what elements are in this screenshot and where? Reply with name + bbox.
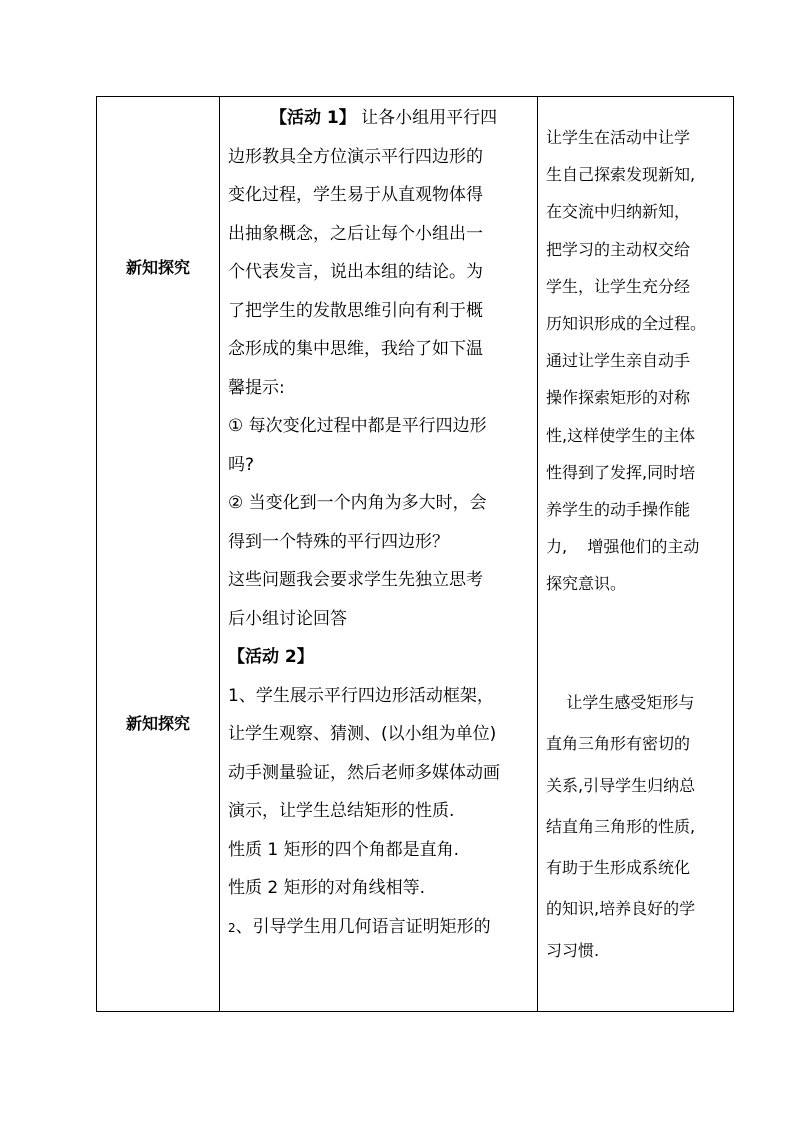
list-number: 2	[228, 920, 236, 935]
activity-line	[228, 446, 526, 485]
design-intent-line: 有助于生形成系统化	[546, 858, 691, 878]
activity-line-text: 得到一个特殊的平行四边形？	[228, 531, 449, 552]
activity-line	[228, 369, 526, 408]
activity-line-text: 1、学生展示平行四边形活动框架，	[228, 685, 494, 706]
activity-line	[228, 330, 526, 369]
column-divider-2	[537, 97, 538, 1011]
activity-line-text: 了把学生的发散思维引向有利于概	[228, 300, 483, 321]
activity-line	[228, 176, 526, 215]
design-intent-line: 操作探索矩形的对称	[546, 388, 691, 408]
design-intent-line: 通过让学生亲自动手	[546, 351, 691, 371]
activity-line-text: 演示，让学生总结矩形的性质.	[228, 801, 455, 821]
activity-line-text: 后小组讨论回答	[228, 608, 347, 629]
activity-line-text: 动手测量验证，然后老师多媒体动画	[228, 762, 500, 783]
design-intent-line: 把学习的主动权交给	[546, 239, 691, 259]
activity-line-text: 吗?	[228, 454, 255, 475]
design-intent-bottom	[546, 682, 732, 971]
design-intent-line: 在交流中归纳新知，	[546, 202, 691, 222]
design-intent-line: 探究意识。	[546, 574, 627, 594]
activity-line	[228, 792, 526, 831]
activity-line-text: ② 当变化到一个内角为多大时，会	[228, 493, 487, 513]
activity-line-text: 念形成的集中思维，我给了如下温	[228, 339, 483, 359]
activity-line-text: 性质 1 矩形的四个角都是直角.	[228, 839, 460, 860]
activity-heading: 【活动 1】	[270, 108, 356, 128]
section-label-top: 新知探究	[125, 258, 190, 277]
design-intent-line: 的知识,培养良好的学	[546, 899, 696, 919]
design-intent-line: 性,这样使学生的主体	[546, 425, 696, 445]
activity-line-text: 性质 2 矩形的对角线相等.	[228, 878, 426, 898]
activity-line	[228, 407, 526, 446]
design-intent-line: 学生，让学生充分经	[546, 276, 691, 296]
activity-line	[228, 908, 526, 948]
design-intent-top	[546, 119, 732, 603]
activity-line-text: 让各小组用平行四	[355, 108, 498, 128]
activity-line	[228, 600, 526, 639]
activity-line	[228, 292, 526, 331]
design-intent-line: 力, 增强他们的主动	[546, 537, 700, 557]
design-intent-line: 关系,引导学生归纳总	[546, 775, 696, 795]
activity-heading: 【活动 2】	[228, 647, 314, 667]
activity-line-text: 出抽象概念，之后让每个小组出一	[228, 223, 483, 244]
activity-line	[228, 715, 526, 754]
activity-line-text: 、引导学生用几何语言证明矩形的	[235, 916, 491, 937]
design-intent-line: 让学生在活动中让学	[546, 128, 691, 147]
activity-line	[228, 215, 526, 254]
activity-line	[228, 484, 526, 523]
design-intent-line: 养学生的动手操作能	[546, 500, 691, 520]
activity-line-text: 个代表发言，说出本组的结论。为	[228, 262, 483, 282]
activity-line-text: 这些问题我会要求学生先独立思考	[228, 570, 483, 590]
activity-description	[228, 99, 526, 947]
activity-line	[228, 253, 526, 292]
activity-line-text: 边形教具全方位演示平行四边形的	[228, 146, 483, 167]
design-intent-line: 让学生感受矩形与	[546, 693, 695, 712]
activity-line-text: ① 每次变化过程中都是平行四边形	[228, 416, 487, 436]
activity-line	[228, 677, 526, 716]
design-intent-line: 直角三角形有密切的	[546, 734, 691, 754]
section-label-bottom: 新知探究	[125, 714, 190, 733]
activity-line-text: 变化过程，学生易于从直观物体得	[228, 185, 483, 205]
activity-line	[228, 754, 526, 793]
activity-line	[228, 138, 526, 177]
activity-line	[228, 561, 526, 600]
lesson-table	[96, 96, 734, 1012]
design-intent-line: 结直角三角形的性质,	[546, 816, 696, 836]
column-divider-1	[219, 97, 220, 1011]
activity-line	[228, 831, 526, 870]
activity-line-text: 馨提示:	[228, 377, 285, 398]
design-intent-line: 生自己探索发现新知,	[546, 165, 696, 185]
activity-line	[228, 638, 526, 677]
design-intent-line: 性得到了发挥,同时培	[546, 462, 696, 482]
activity-line	[228, 99, 526, 138]
design-intent-line: 历知识形成的全过程。	[546, 314, 707, 334]
activity-line-text: 让学生观察、猜测、(以小组为单位)	[228, 724, 497, 744]
activity-line	[228, 869, 526, 908]
design-intent-line: 习习惯.	[546, 940, 600, 960]
activity-line	[228, 523, 526, 562]
